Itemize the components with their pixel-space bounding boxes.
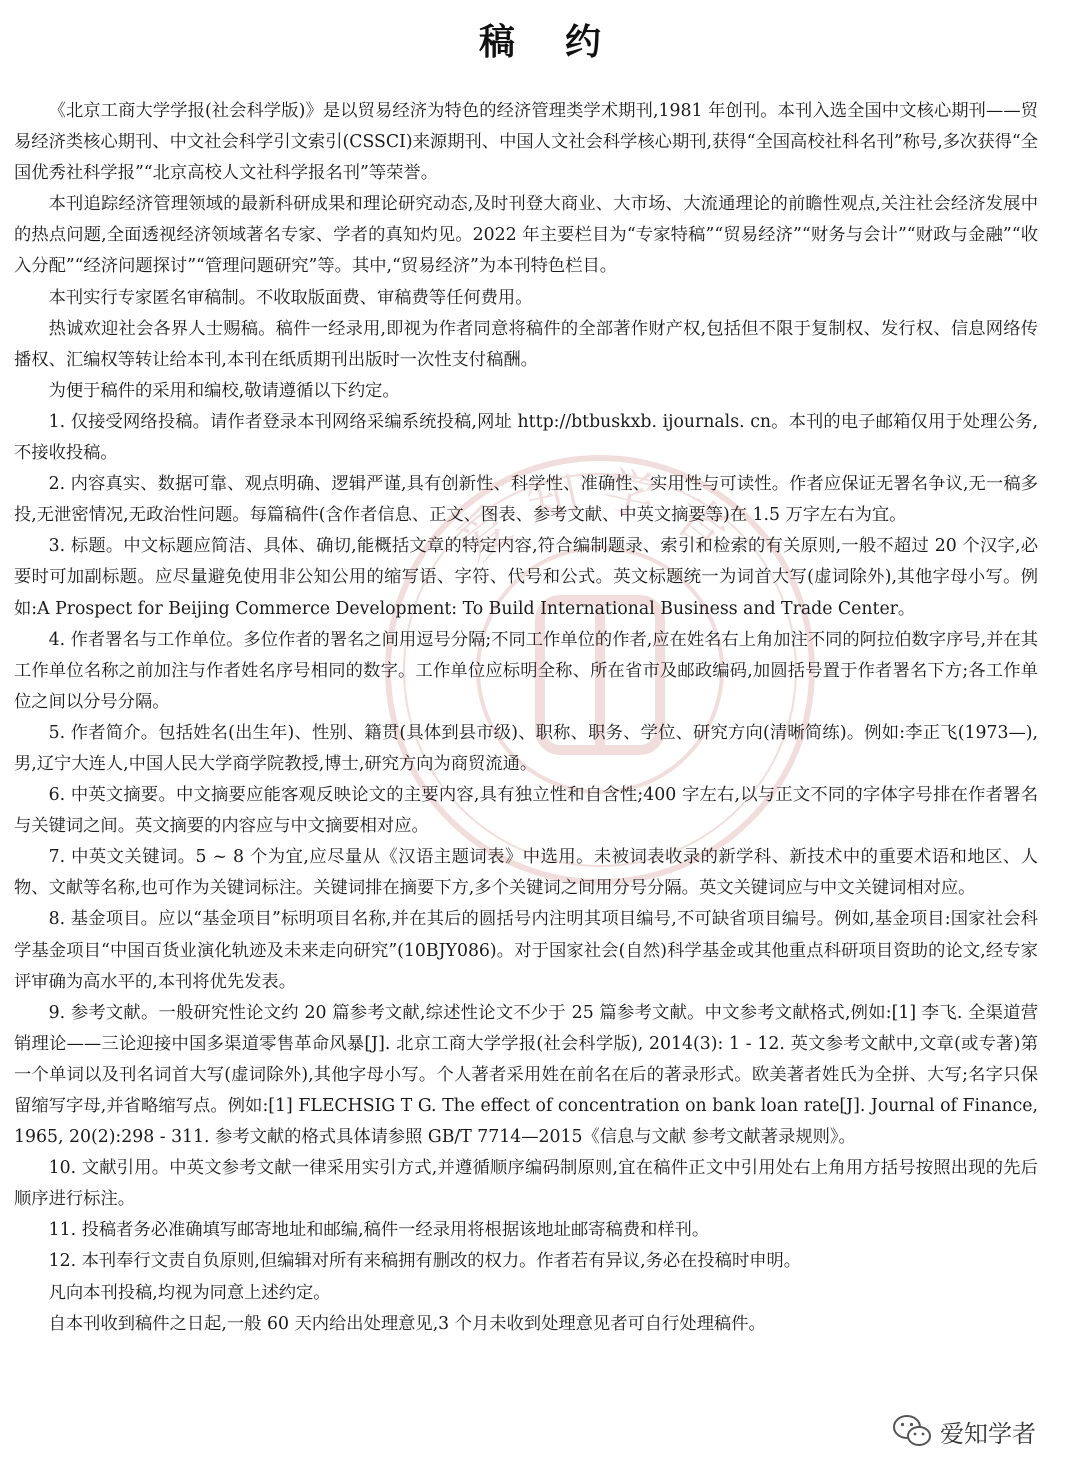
paragraph-welcome: 热诚欢迎社会各界人士赐稿。稿件一经录用,即视为作者同意将稿件的全部著作财产权,包括但不限于复制权、发行权、信息网络传播权、汇编权等转让给本刊,本刊在纸质期刊出版时一次性支付稿酬。: [14, 318, 1038, 370]
seal-text: 爱知学者: [445, 460, 755, 575]
paragraph-item-6: 6. 中英文摘要。中文摘要应能客观反映论文的主要内容,具有独立性和自含性;400 字左右,以与正文不同的字体字号排在作者署名与关键词之间。英文摘要的内容应与中文摘要相对应。: [14, 785, 1038, 837]
paragraph-item-1: 1. 仅接受网络投稿。请作者登录本刊网络采编系统投稿,网址 http://btbuskxb. ijournals. cn。本刊的电子邮箱仅用于处理公务,不接收投稿。: [14, 411, 1038, 464]
paragraph-item-5: 5. 作者简介。包括姓名(出生年)、性别、籍贯(具体到县市级)、职称、职务、学位、研究方向(清晰简练)。例如:李正飞(1973—),男,辽宁大连人,中国人民大学商学院教授,博士,研究方向为商贸流通。: [14, 722, 1038, 774]
paragraph-item-8: 8. 基金项目。应以“基金项目”标明项目名称,并在其后的圆括号内注明其项目编号,不可缺省项目编号。例如,基金项目:国家社会科学基金项目“中国百货业演化轨迹及未来走向研究”(10BJY086)。对于国家社会(自然)科学基金或其他重点科研项目资助的论文,经专家评审确为高水平的,本刊将优先发表。: [14, 909, 1038, 992]
wechat-icon: [892, 1414, 932, 1448]
page-title: 稿约: [478, 22, 651, 63]
paragraph-agreement: 凡向本刊投稿,均视为同意上述约定。: [48, 1282, 331, 1303]
paragraph-item-12: 12. 本刊奉行文责自负原则,但编辑对所有来稿拥有删改的权力。作者若有异议,务必在投稿时申明。: [48, 1251, 802, 1272]
paragraph-item-4: 4. 作者署名与工作单位。多位作者的署名之间用逗号分隔;不同工作单位的作者,应在姓名右上角加注不同的阿拉伯数字序号,并在其工作单位名称之前加注与作者姓名序号相同的数字。工作单位应标明全称、所在省市及邮政编码,加圆括号置于作者署名下方;各工作单位之间以分号分隔。: [14, 629, 1038, 712]
paragraph-item-9: 9. 参考文献。一般研究性论文约 20 篇参考文献,综述性论文不少于 25 篇参考文献。中文参考文献格式,例如:[1] 李飞. 全渠道营销理论——三论迎接中国多渠道零售革命风暴[J]. 北京工商大学学报(社会科学版), 2014(3): 1 - 12. 英文参考文献中,文章(或专著)第一个单词以及刊名词首大写(虚词除外),其他字母小写。个人著者采用姓在前名在后的著录形式。欧美著者姓氏为全拼、大写;名字只保留缩写字母,并省略缩写点。例如:[1] FLECHSIG T G. The effect of concentration on bank loan rate[J]. Journal of Finance, 1965, 20(2):298 - 311. 参考文献的格式具体请参照 GB/T 7714—2015《信息与文献 参考文献著录规则》。: [14, 1002, 1038, 1148]
paragraph-scope: 本刊追踪经济管理领域的最新科研成果和理论研究动态,及时刊登大商业、大市场、大流通理论的前瞻性观点,关注社会经济发展中的热点问题,全面透视经济领域著名专家、学者的真知灼见。2022 年主要栏目为“专家特稿”“贸易经济”“财务与会计”“财政与金融”“收入分配”“经济问题探讨”“管理问题研究”等。其中,“贸易经济”为本刊特色栏目。: [14, 194, 1038, 277]
paragraph-intro: 《北京工商大学学报(社会科学版)》是以贸易经济为特色的经济管理类学术期刊,1981 年创刊。本刊入选全国中文核心期刊——贸易经济类核心期刊、中文社会科学引文索引(CSSCI)来源期刊、中国人文社会科学核心期刊,获得“全国高校社科名刊”称号,多次获得“全国优秀社科学报”“北京高校人文社科学报名刊”等荣誉。: [14, 101, 1038, 184]
paragraph-item-3: 3. 标题。中文标题应简洁、具体、确切,能概括文章的特定内容,符合编制题录、索引和检索的有关原则,一般不超过 20 个汉字,必要时可加副标题。应尽量避免使用非公知公用的缩写语、字符、代号和公式。英文标题统一为词首大写(虚词除外),其他字母小写。例如:A Prospect for Beijing Commerce Development: To Build International Business and Trade Center。: [14, 536, 1038, 619]
paragraph-item-7: 7. 中英文关键词。5 ~ 8 个为宜,应尽量从《汉语主题词表》中选用。未被词表收录的新学科、新技术中的重要术语和地区、人物、文献等名称,也可作为关键词标注。关键词排在摘要下方,多个关键词之间用分号分隔。英文关键词应与中文关键词相对应。: [14, 847, 1038, 899]
brand-badge: [892, 1411, 1062, 1451]
paragraph-conventions: 为便于稿件的采用和编校,敬请遵循以下约定。: [48, 380, 400, 401]
brand-label: 爱知学者: [940, 1419, 1036, 1448]
paragraph-review: 本刊实行专家匿名审稿制。不收取版面费、审稿费等任何费用。: [48, 287, 533, 308]
article-body: [14, 96, 1038, 1340]
paragraph-processing: 自本刊收到稿件之日起,一般 60 天内给出处理意见,3 个月未收到处理意见者可自行处理稿件。: [48, 1313, 766, 1334]
paragraph-item-11: 11. 投稿者务必准确填写邮寄地址和邮编,稿件一经录用将根据该地址邮寄稿费和样刊。: [48, 1220, 710, 1241]
paragraph-item-2: 2. 内容真实、数据可靠、观点明确、逻辑严谨,具有创新性、科学性、准确性、实用性与可读性。作者应保证无署名争议,无一稿多投,无泄密情况,无政治性问题。每篇稿件(含作者信息、正文、图表、参考文献、中英文摘要等)在 1.5 万字左右为宜。: [14, 474, 1038, 526]
paragraph-item-10: 10. 文献引用。中英文参考文献一律采用实引方式,并遵循顺序编码制原则,宜在稿件正文中引用处右上角用方括号按照出现的先后顺序进行标注。: [14, 1158, 1038, 1210]
